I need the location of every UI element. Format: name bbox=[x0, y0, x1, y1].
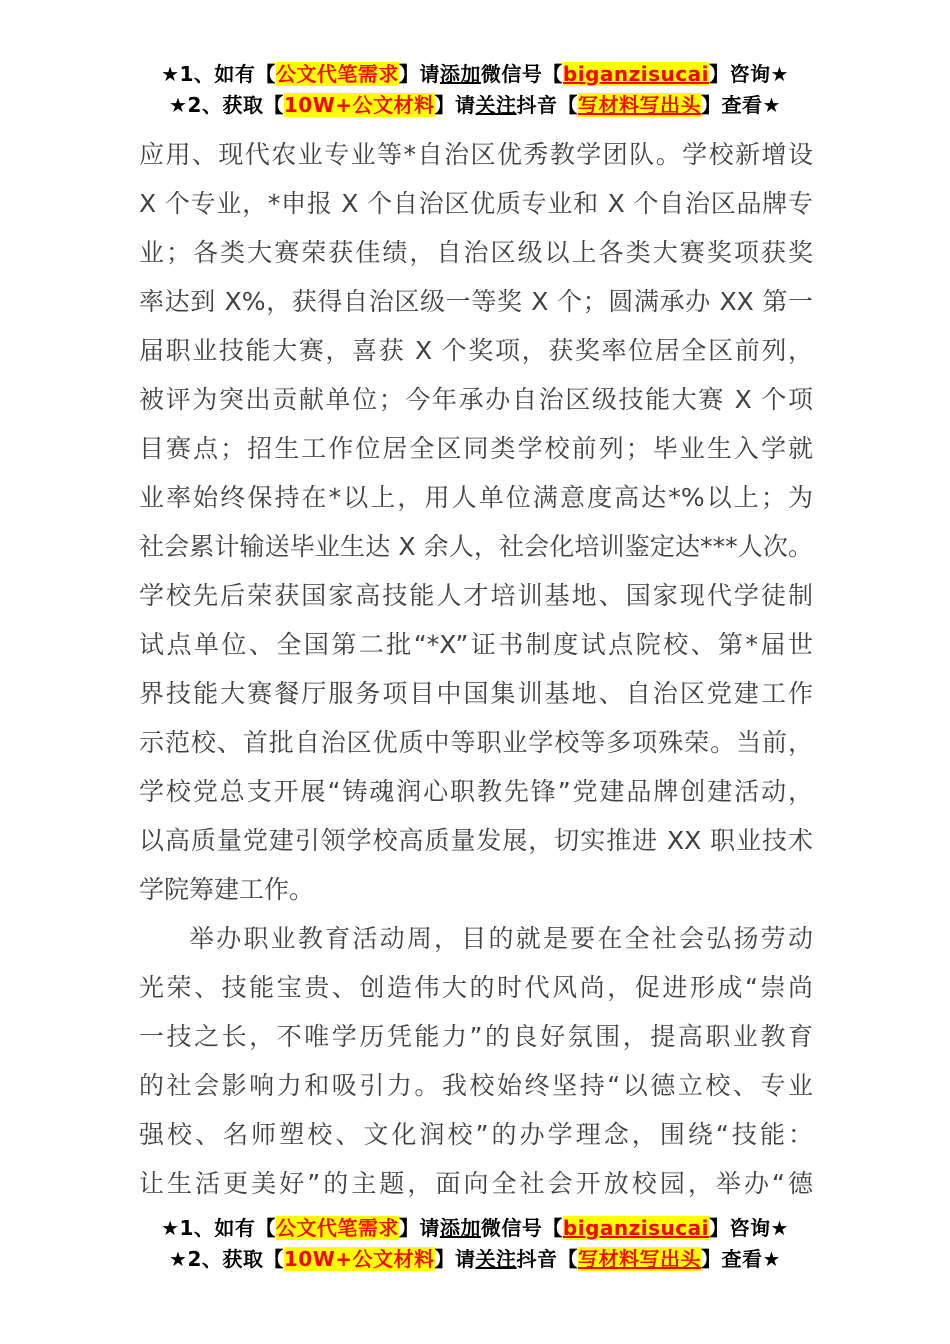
banner-tail: 】咨询★ bbox=[709, 62, 789, 86]
text-line: 光荣、技能宝贵、创造伟大的时代风尚，促进形成“崇尚 bbox=[139, 973, 813, 1002]
banner-wechat-label: 微信号【 bbox=[480, 62, 563, 86]
text-line: 学校先后荣获国家高技能人才培训基地、国家现代学徒制 bbox=[139, 581, 813, 610]
text-line: 应用、现代农业专业等*自治区优秀教学团队。学校新增设 bbox=[139, 140, 813, 169]
text-line: 界技能大赛餐厅服务项目中国集训基地、自治区党建工作 bbox=[139, 679, 813, 708]
text-line: 的社会影响力和吸引力。我校始终坚持“以德立校、专业 bbox=[139, 1071, 813, 1100]
text-line: 目赛点；招生工作位居全区同类学校前列；毕业生入学就 bbox=[139, 434, 813, 463]
banner-add-underline: 添加 bbox=[439, 62, 481, 86]
banner-tail: 】查看★ bbox=[701, 93, 781, 117]
banner-wechat-id: biganzisucai bbox=[562, 62, 709, 86]
banner-tail: 】咨询★ bbox=[709, 1216, 789, 1240]
promo-banner-line-2 bbox=[0, 90, 950, 121]
banner-after-highlight: 】请 bbox=[434, 93, 476, 117]
banner-douyin-label: 抖音【 bbox=[516, 1247, 579, 1271]
text-line: 学院筹建工作。 bbox=[139, 875, 315, 904]
banner-add-underline: 添加 bbox=[439, 1216, 481, 1240]
text-line: 业率始终保持在*以上，用人单位满意度高达*%以上；为 bbox=[139, 483, 813, 512]
banner-douyin-label: 抖音【 bbox=[516, 93, 579, 117]
banner-douyin-account: 写材料写出头 bbox=[578, 93, 702, 117]
text-line: 率达到 X%，获得自治区级一等奖 X 个；圆满承办 XX 第一 bbox=[139, 287, 813, 316]
text-line: X 个专业，*申报 X 个自治区优质专业和 X 个自治区品牌专 bbox=[139, 189, 813, 218]
document-body bbox=[139, 130, 813, 1208]
text-line: 一技之长，不唯学历凭能力”的良好氛围，提高职业教育 bbox=[139, 1022, 813, 1051]
banner-follow-underline: 关注 bbox=[475, 1247, 517, 1271]
banner-star-prefix: ★1、如有【 bbox=[161, 62, 276, 86]
banner-service-highlight: 公文代笔需求 bbox=[275, 62, 399, 86]
text-line: 被评为突出贡献单位；今年承办自治区级技能大赛 X 个项 bbox=[139, 385, 813, 414]
text-line: 举办职业教育活动周，目的就是要在全社会弘扬劳动 bbox=[189, 924, 813, 953]
banner-tail: 】查看★ bbox=[701, 1247, 781, 1271]
promo-banner-line-2 bbox=[0, 1244, 950, 1275]
banner-star-prefix: ★1、如有【 bbox=[161, 1216, 276, 1240]
text-line: 强校、名师塑校、文化润校”的办学理念，围绕“技能： bbox=[139, 1120, 813, 1149]
promo-banner-bottom bbox=[0, 1213, 950, 1275]
banner-star-prefix: ★2、获取【 bbox=[169, 1247, 284, 1271]
banner-star-prefix: ★2、获取【 bbox=[169, 93, 284, 117]
text-line: 试点单位、全国第二批“*X”证书制度试点院校、第*届世 bbox=[139, 630, 813, 659]
banner-material-highlight: 10W+公文材料 bbox=[283, 1247, 435, 1271]
text-line: 以高质量党建引领学校高质量发展，切实推进 XX 职业技术 bbox=[139, 826, 813, 855]
text-line: 让生活更美好”的主题，面向全社会开放校园，举办“德 bbox=[139, 1169, 813, 1198]
banner-service-highlight: 公文代笔需求 bbox=[275, 1216, 399, 1240]
promo-banner-line-1 bbox=[0, 59, 950, 90]
text-line: 社会累计输送毕业生达 X 余人，社会化培训鉴定达***人次。 bbox=[139, 532, 813, 561]
banner-wechat-label: 微信号【 bbox=[480, 1216, 563, 1240]
banner-wechat-id: biganzisucai bbox=[562, 1216, 709, 1240]
banner-after-highlight: 】请 bbox=[398, 62, 440, 86]
text-line: 示范校、首批自治区优质中等职业学校等多项殊荣。当前， bbox=[139, 728, 813, 757]
banner-material-highlight: 10W+公文材料 bbox=[283, 93, 435, 117]
text-line: 业；各类大赛荣获佳绩，自治区级以上各类大赛奖项获奖 bbox=[139, 238, 813, 267]
promo-banner-top bbox=[0, 59, 950, 121]
banner-follow-underline: 关注 bbox=[475, 93, 517, 117]
promo-banner-line-1 bbox=[0, 1213, 950, 1244]
banner-douyin-account: 写材料写出头 bbox=[578, 1247, 702, 1271]
banner-after-highlight: 】请 bbox=[434, 1247, 476, 1271]
banner-after-highlight: 】请 bbox=[398, 1216, 440, 1240]
text-line: 学校党总支开展“铸魂润心职教先锋”党建品牌创建活动， bbox=[139, 777, 813, 806]
text-line: 届职业技能大赛，喜获 X 个奖项，获奖率位居全区前列， bbox=[139, 336, 813, 365]
